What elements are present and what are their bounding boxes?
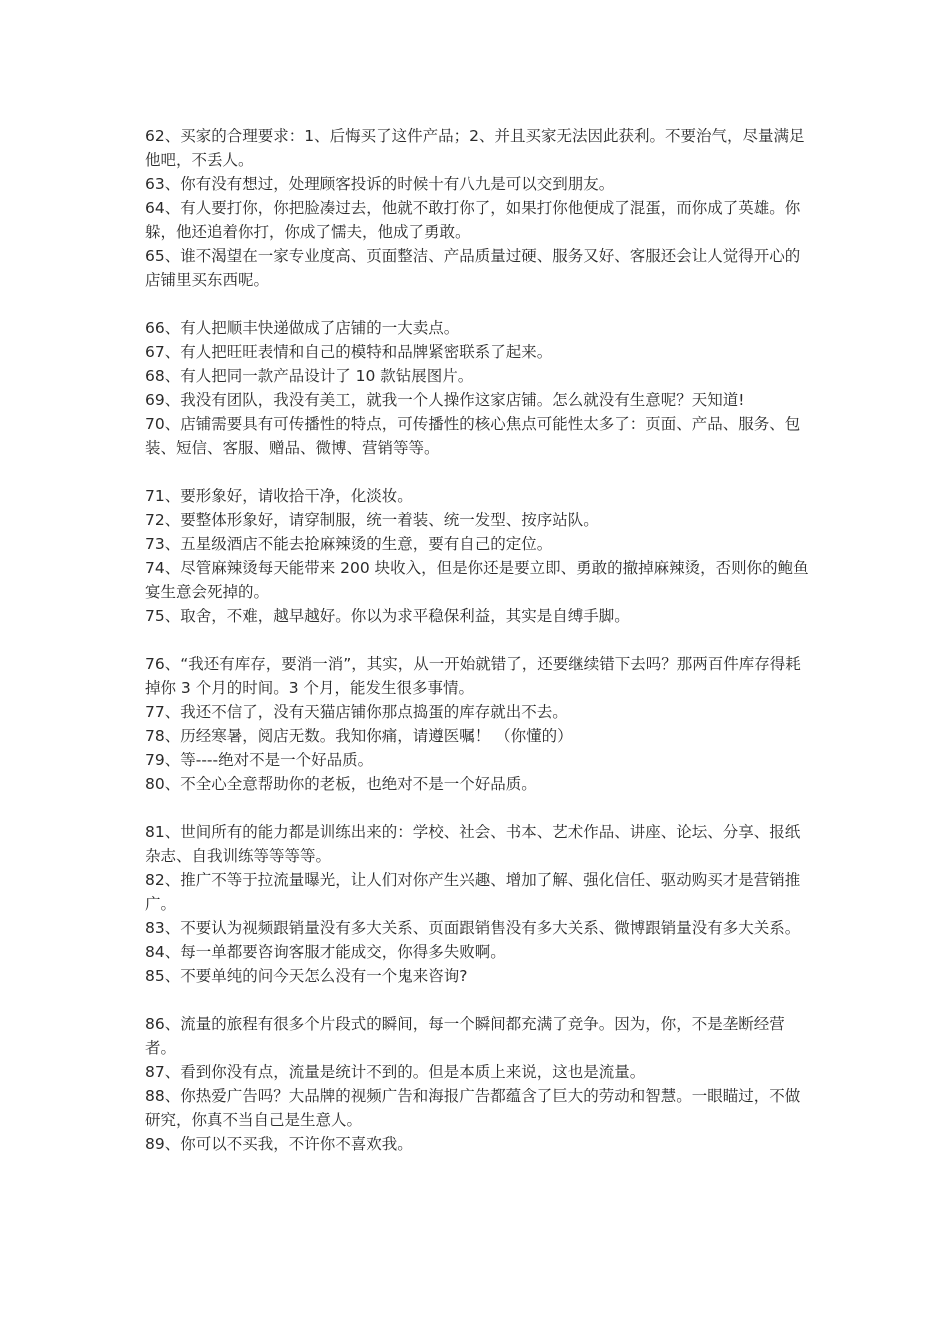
document-page: [145, 124, 815, 1156]
paragraph-group: [145, 1012, 815, 1156]
paragraph-70: 70、店铺需要具有可传播性的特点，可传播性的核心焦点可能性太多了：页面、产品、服务、包装、短信、客服、赠品、微博、营销等等。: [145, 415, 801, 457]
paragraph-66: 66、有人把顺丰快递做成了店铺的一大卖点。: [145, 319, 460, 337]
paragraph-63: 63、你有没有想过，处理顾客投诉的时候十有八九是可以交到朋友。: [145, 175, 615, 193]
paragraph-group: [145, 484, 815, 628]
paragraph-69: 69、我没有团队，我没有美工，就我一个人操作这家店铺。怎么就没有生意呢？天知道!: [145, 391, 745, 409]
paragraph-84: 84、每一单都要咨询客服才能成交，你得多失败啊。: [145, 943, 506, 961]
paragraph-group: [145, 316, 815, 460]
paragraph-group: [145, 820, 815, 988]
paragraph-group: [145, 124, 815, 292]
paragraph-75: 75、取舍，不难，越早越好。你以为求平稳保利益，其实是自缚手脚。: [145, 607, 630, 625]
paragraph-78: 78、历经寒暑，阅店无数。我知你痛，请遵医嘱！ （你懂的）: [145, 727, 573, 745]
paragraph-76: 76、“我还有库存，要消一消”，其实，从一开始就错了，还要继续错下去吗？那两百件库存得耗掉你 3 个月的时间。3 个月，能发生很多事情。: [145, 655, 801, 697]
paragraph-77: 77、我还不信了，没有天猫店铺你那点捣蛋的库存就出不去。: [145, 703, 568, 721]
paragraph-group: [145, 652, 815, 796]
paragraph-67: 67、有人把旺旺表情和自己的模特和品牌紧密联系了起来。: [145, 343, 553, 361]
paragraph-62: 62、买家的合理要求：1、后悔买了这件产品；2、并且买家无法因此获利。不要治气，尽量满足他吧，不丢人。: [145, 127, 805, 169]
paragraph-83: 83、不要认为视频跟销量没有多大关系、页面跟销售没有多大关系、微博跟销量没有多大关系。: [145, 919, 801, 937]
paragraph-65: 65、谁不渴望在一家专业度高、页面整洁、产品质量过硬、服务又好、客服还会让人觉得开心的店铺里买东西呢。: [145, 247, 801, 289]
paragraph-68: 68、有人把同一款产品设计了 10 款钻展图片。: [145, 367, 474, 385]
paragraph-72: 72、要整体形象好，请穿制服，统一着装、统一发型、按序站队。: [145, 511, 599, 529]
paragraph-73: 73、五星级酒店不能去抢麻辣烫的生意，要有自己的定位。: [145, 535, 553, 553]
paragraph-86: 86、流量的旅程有很多个片段式的瞬间，每一个瞬间都充满了竞争。因为，你，不是垄断经营者。: [145, 1015, 785, 1057]
paragraph-71: 71、要形象好，请收拾干净，化淡妆。: [145, 487, 413, 505]
paragraph-88: 88、你热爱广告吗？大品牌的视频广告和海报广告都蕴含了巨大的劳动和智慧。一眼瞄过，不做研究，你真不当自己是生意人。: [145, 1087, 801, 1129]
paragraph-82: 82、推广不等于拉流量曝光，让人们对你产生兴趣、增加了解、强化信任、驱动购买才是营销推广。: [145, 871, 801, 913]
paragraph-79: 79、等----绝对不是一个好品质。: [145, 751, 374, 769]
paragraph-80: 80、不全心全意帮助你的老板，也绝对不是一个好品质。: [145, 775, 537, 793]
paragraph-87: 87、看到你没有点，流量是统计不到的。但是本质上来说，这也是流量。: [145, 1063, 646, 1081]
paragraph-85: 85、不要单纯的问今天怎么没有一个鬼来咨询?: [145, 967, 468, 985]
paragraph-81: 81、世间所有的能力都是训练出来的：学校、社会、书本、艺术作品、讲座、论坛、分享、报纸杂志、自我训练等等等等。: [145, 823, 801, 865]
paragraph-64: 64、有人要打你，你把脸凑过去，他就不敢打你了，如果打你他便成了混蛋，而你成了英雄。你躲，他还追着你打，你成了懦夫，他成了勇敢。: [145, 199, 801, 241]
paragraph-89: 89、你可以不买我，不许你不喜欢我。: [145, 1135, 413, 1153]
paragraph-74: 74、尽管麻辣烫每天能带来 200 块收入，但是你还是要立即、勇敢的撤掉麻辣烫，否则你的鲍鱼宴生意会死掉的。: [145, 559, 809, 601]
